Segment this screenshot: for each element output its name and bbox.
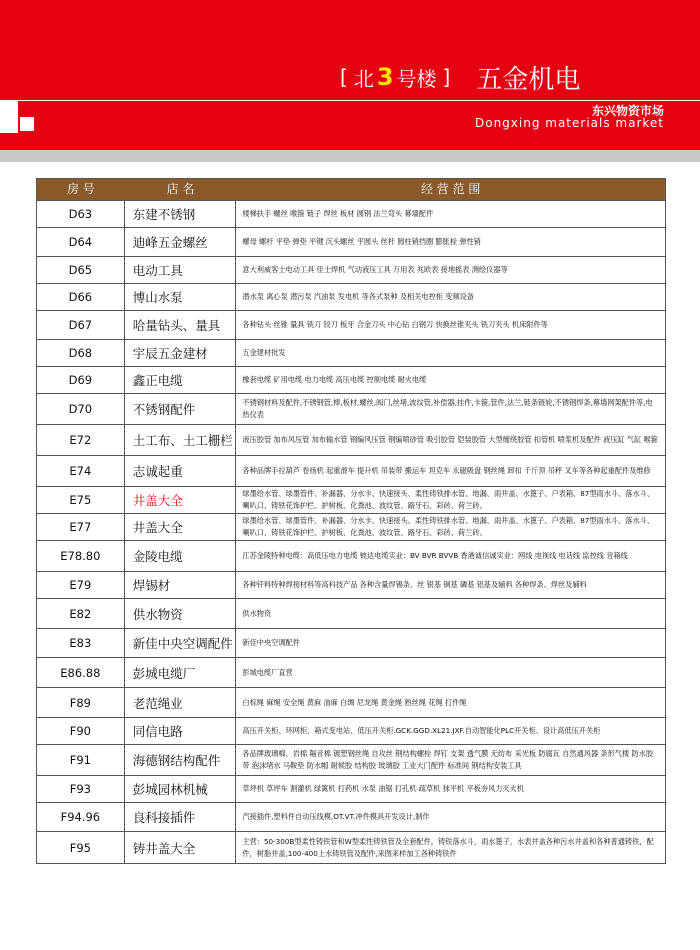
title-building-suffix: 号楼 xyxy=(396,66,437,91)
room-number: E82 xyxy=(37,599,125,628)
title-bracket-open: [ xyxy=(340,65,348,89)
room-number: F95 xyxy=(37,832,125,863)
shop-name: 博山水泵 xyxy=(125,284,237,310)
business-scope: 球墨给水管、球墨管件、补漏器、分水卡、快速接头、柔性铸铁排水管、地漏、雨井盖、水篦子、户表箱、87型雨水斗、落水斗、喇叭口、铸铁花饰护栏、护树板、化粪池、波纹管、路牙石、彩砖、荷兰砖。 xyxy=(242,516,655,537)
table-row xyxy=(37,227,665,256)
shop-name: 新佳中央空调配件 xyxy=(125,629,237,657)
business-scope: 球墨给水管、球墨管件、补漏器、分水卡、快速接头、柔性铸铁排水管、地漏、雨井盖、水篦子、户表箱、87型雨水斗、落水斗、喇叭口、铸铁花饰护栏、护树板、化粪池、波纹管、路牙石、彩砖、荷兰砖。 xyxy=(242,489,655,510)
table-row xyxy=(37,283,665,310)
table-row xyxy=(37,744,665,775)
room-number: E78.80 xyxy=(37,541,125,571)
shop-name: 良科接插件 xyxy=(125,803,237,831)
business-scope: 草坪机 草坪车 割灌机 绿篱机 打药机 水泵 油锯 打孔机 疏草机 抹平机 平板夯风力灭火机 xyxy=(242,784,524,793)
room-number: E79 xyxy=(37,572,125,598)
business-scope: 彭城电缆厂直营 xyxy=(242,667,293,677)
title-building-number: 3 xyxy=(376,63,394,91)
shop-name: 井盖大全 xyxy=(125,487,237,513)
decorative-square xyxy=(20,117,34,131)
business-scope: 液压胶管 加布风压管 加布输水管 钢编风压管 钢编喷砂管 吸引胶管 铠装胶管 大型缠绕胶管 扣管机 喷浆机及配件 液压缸 气缸 喉箍 xyxy=(242,435,658,444)
business-scope: 新佳中央空调配件 xyxy=(242,638,300,647)
business-scope: 意大利威客士电动工具 佳士焊机 气动液压工具 万用表 兆欧表 接地摇表 测绘仪器等 xyxy=(242,265,508,274)
header-banner xyxy=(0,0,700,150)
business-scope: 不锈钢材料及配件,不锈钢管,棒,板材,螺丝,阀门,丝堵,波纹管,补偿器,挂件,卡箍,管件,法兰,链条链轮,不锈钢焊条,幕墙网架配件等,电热仪表 xyxy=(242,398,653,419)
header-shop-name: 店 名 xyxy=(166,182,195,196)
decorative-block xyxy=(0,100,18,133)
table-row xyxy=(37,393,665,424)
table-row xyxy=(37,486,665,513)
business-scope: 供水物资 xyxy=(242,608,272,618)
table-row xyxy=(37,831,665,863)
business-scope: 高压开关柜、环网柜、箱式变电站、低压开关柜.GCK.GGD.XL21.JXF.自动智能化PLC开关柜、设计高低压开关柜 xyxy=(242,726,601,735)
business-scope: 江苏金陵特种电缆：高低压电力电缆 铍达电缆实业：BV BVR BVVB 香港诚信诚实业：网线 电视线 电话线 监控线 音箱线 xyxy=(242,551,628,560)
title-bracket-close: ] xyxy=(442,65,451,89)
room-number: E83 xyxy=(37,629,125,657)
shop-name: 彭城园林机械 xyxy=(125,776,237,802)
shop-name: 海德钢结构配件 xyxy=(125,745,237,775)
shop-name: 土工布、土工栅栏 xyxy=(125,425,237,455)
table-row xyxy=(37,200,665,227)
room-number: D69 xyxy=(37,367,125,393)
business-scope: 汽接插件,塑料件自动压线模,OT.VT.冲件模具开发设计,制作 xyxy=(242,812,430,821)
room-number: F94.96 xyxy=(37,803,125,831)
shop-name: 金陵电缆 xyxy=(125,541,237,571)
table-row xyxy=(37,598,665,628)
header-room: 房 号 xyxy=(66,182,95,196)
room-number: D68 xyxy=(37,340,125,366)
table-header xyxy=(37,179,665,200)
shop-name: 宇辰五金建材 xyxy=(125,340,237,366)
room-number: D67 xyxy=(37,311,125,339)
table-row xyxy=(37,256,665,283)
table-row xyxy=(37,657,665,687)
room-number: D63 xyxy=(37,201,125,227)
shop-name: 同信电路 xyxy=(125,718,237,744)
room-number: E86.88 xyxy=(37,658,125,687)
room-number: D65 xyxy=(37,257,125,283)
room-number: D64 xyxy=(37,228,125,256)
business-scope: 白棕绳 麻绳 安全绳 黄麻 油麻 白绸 尼龙绳 黄金绳 熟丝绳 花绳 打件绳 xyxy=(242,697,467,707)
title-category: 五金机电 xyxy=(476,64,581,95)
shop-name: 供水物资 xyxy=(125,599,237,628)
room-number: F89 xyxy=(37,688,125,717)
shop-name: 不锈钢配件 xyxy=(125,394,237,424)
table-row xyxy=(37,802,665,831)
shop-name: 鑫正电缆 xyxy=(125,367,237,393)
business-scope: 主营：50-300B型柔性铸铁管和W型柔性铸铁管及全套配件，铸铁落水斗，雨水篦子，水表井盖各种污水井盖和各种普通铸铁，配件，树脂井盖,100-400上水铸铁管及配件,来图来样加工各种铸铁件 xyxy=(242,836,654,858)
table-row xyxy=(37,540,665,571)
shop-name: 电动工具 xyxy=(125,257,237,283)
shop-name: 老范绳业 xyxy=(125,688,237,717)
table-row xyxy=(37,339,665,366)
business-scope: 各种品牌手拉葫芦 卷扬机 起重滑车 提升机 吊装带 搬运车 坦克车 永磁吸盘 钢丝绳 卸扣 千斤顶 吊秤 叉车等各种起重配件及维修 xyxy=(242,466,651,475)
shop-name: 东建不锈钢 xyxy=(125,201,237,227)
business-scope: 潜水泵 离心泵 潜污泵 汽油泵 发电机 等各式泵种 及相关电控柜 变频设备 xyxy=(242,292,474,301)
table-row xyxy=(37,424,665,455)
room-number: E72 xyxy=(37,425,125,455)
room-number: F91 xyxy=(37,745,125,775)
table-row xyxy=(37,455,665,486)
room-number: D66 xyxy=(37,284,125,310)
market-name-cn: 东兴物资市场 xyxy=(591,104,664,118)
shop-name: 志诚起重 xyxy=(125,456,237,486)
table-row xyxy=(37,366,665,393)
room-number: F93 xyxy=(37,776,125,802)
table-row xyxy=(37,310,665,339)
shop-name: 焊锡材 xyxy=(125,572,237,598)
business-scope: 各品牌玻璃棉、岩棉 隔音棉 镀塑钢丝绳 自攻丝 钢结构螺栓 焊钉 支架 透气膜 无纺布 采光板 防腐瓦 自然通风器 条形气楼 防水胶带 泡沫堵水 马鞍垫 防水帽 耐候胶 结构胶 玻璃胶 工业大门配件 标准间 钢结构安装工具 xyxy=(242,749,654,770)
room-number: E74 xyxy=(37,456,125,486)
room-number: E75 xyxy=(37,487,125,513)
table-row xyxy=(37,775,665,802)
banner-title xyxy=(340,62,581,95)
table-row xyxy=(37,571,665,598)
room-number: D70 xyxy=(37,394,125,424)
shop-directory-table xyxy=(36,178,666,864)
gray-divider-strip xyxy=(0,150,700,162)
header-business-scope: 经 营 范 围 xyxy=(420,182,481,196)
shop-name: 迪峰五金螺丝 xyxy=(125,228,237,256)
business-scope: 五金建材批发 xyxy=(242,348,286,357)
table-row xyxy=(37,687,665,717)
business-scope: 橡套电缆 矿用电缆 电力电缆 高压电缆 控制电缆 耐火电缆 xyxy=(242,375,427,384)
banner-divider xyxy=(0,100,700,101)
room-number: E77 xyxy=(37,514,125,540)
business-scope: 螺母 螺杆 平垫 弹垫 平键 沉头螺丝 平圆头 丝杆 圆柱销挡圈 膨胀栓 弹性销 xyxy=(242,237,481,246)
table-row xyxy=(37,717,665,744)
table-row xyxy=(37,628,665,657)
business-scope: 楼梯扶手 螺丝 喉箍 链子 焊丝 板材 圆钢 法兰弯头 幕墙配件 xyxy=(242,209,434,218)
shop-name: 哈量钻头、量具 xyxy=(125,311,237,339)
market-name-en: Dongxing materials market xyxy=(474,116,664,130)
shop-name: 井盖大全 xyxy=(125,514,237,540)
table-row xyxy=(37,513,665,540)
business-scope: 各种钎料特种焊接材料等高科技产品 各种含量焊锡条、丝 银基 铜基 磷基 铝基及辅料 各种焊条、焊丝及辅料 xyxy=(242,580,587,589)
business-scope: 各种钻头 丝锥 量具 铣刀 铰刀 板牙 合金刀头 中心钻 白钢刀 快换丝锥夹头 铣刀夹头 机床附件等 xyxy=(242,320,548,329)
table-body xyxy=(37,200,665,863)
shop-name: 彭城电缆厂 xyxy=(125,658,237,687)
shop-name: 铸井盖大全 xyxy=(125,832,237,863)
title-district: 北 xyxy=(353,66,374,91)
room-number: F90 xyxy=(37,718,125,744)
